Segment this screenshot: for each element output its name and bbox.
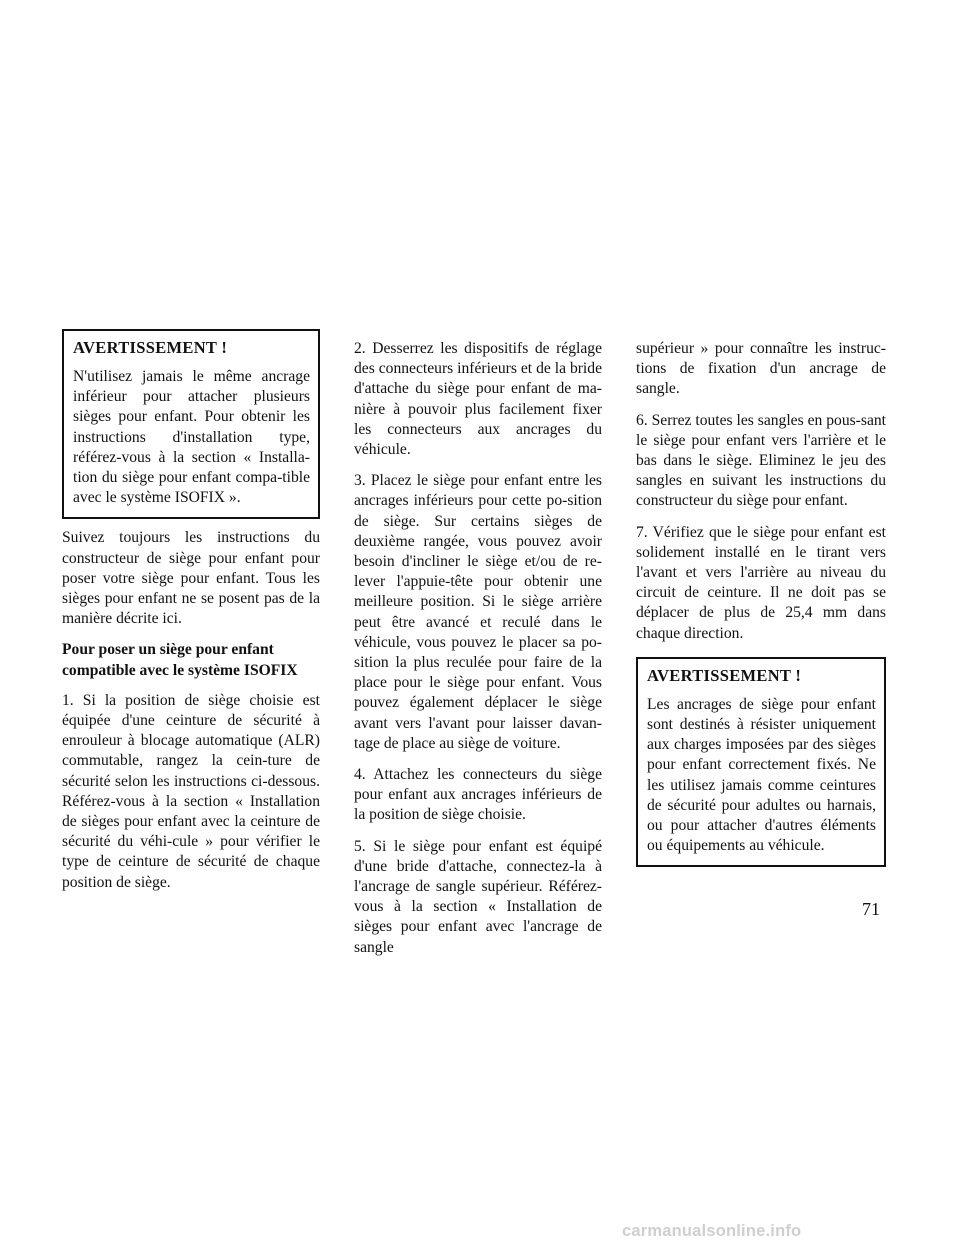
- warning-box-anchor-loads: [636, 657, 886, 868]
- column-left: [62, 329, 320, 904]
- warning-title: AVERTISSEMENT !: [647, 665, 802, 685]
- step-1: 1. Si la position de siège choisie est équipée d'une ceinture de sécurité à enrouleur à blocage automatique (ALR) commutable, rangez la cein-ture de sécurité selon les instructions ci-dessous. Référez-vous à la section « Installation de sièges pour enfant avec la ceinture de sécurité du véhi-cule » pour vérifier le type de ceinture de sécurité de chaque position de siège.: [62, 691, 320, 891]
- warning-text: N'utilisez jamais le même ancrage inférieur pour attacher plusieurs sièges pour enfant. Pour obtenir les instructions d'installation type, référez-vous à la section « Installa-tion du siège pour enfant compa-tible avec le système ISOFIX ».: [73, 368, 310, 507]
- page-number: 71: [862, 899, 880, 919]
- column-middle: [354, 339, 602, 969]
- step-5: 5. Si le siège pour enfant est équipé d'une bride d'attache, connectez-la à l'ancrage de sangle supérieur. Référez-vous à la section « Installation de sièges pour enfant avec l'ancrage de sangle: [354, 837, 602, 956]
- watermark: carmanualsonline.info: [622, 1222, 802, 1240]
- step-4: 4. Attachez les connecteurs du siège pour enfant aux ancrages inférieurs de la position de siège choisie.: [354, 766, 602, 824]
- step-2: 2. Desserrez les dispositifs de réglage des connecteurs inférieurs et de la bride d'attache du siège pour enfant de ma-nière à pouvoir plus facilement fixer les connecteurs aux ancrages du véhicule.: [354, 340, 602, 459]
- warning-title: AVERTISSEMENT !: [73, 338, 228, 357]
- column-right: [636, 339, 886, 867]
- step-5-continued: supérieur » pour connaître les instruc-tions de fixation d'un ancrage de sangle.: [636, 340, 886, 398]
- warning-box-anchorage: [62, 329, 320, 519]
- section-heading: Pour poser un siège pour enfant compatible avec le système ISOFIX: [62, 641, 298, 679]
- step-3: 3. Placez le siège pour enfant entre les ancrages inférieurs pour cette po-sition de siège. Sur certains sièges de deuxième rangée, vous pouvez avoir besoin d'incliner le siège et/ou de re-lever l'appuie-tête pour obtenir une meilleure position. Si le siège arrière peut être avancé et reculé dans le véhicule, vous pouvez le placer sa po-sition la plus reculée pour faire de la place pour le siège pour enfant. Vous pouvez également déplacer le siège avant vers l'avant pour laisser davan-tage de place au siège de voiture.: [354, 472, 602, 752]
- warning-text: Les ancrages de siège pour enfant sont destinés à résister uniquement aux charges imposées par des sièges pour enfant correctement fixés. Ne les utilisez jamais comme ceintures de sécurité pour adultes ou harnais, ou pour attacher d'autres éléments ou équipements au véhicule.: [647, 695, 876, 855]
- step-6: 6. Serrez toutes les sangles en pous-sant le siège pour enfant vers l'arrière et le bas dans le siège. Eliminez le jeu des sangles en suivant les instructions du constructeur du siège pour enfant.: [636, 411, 886, 510]
- paragraph-instructions: Suivez toujours les instructions du constructeur de siège pour enfant pour poser votre siège pour enfant. Tous les sièges pour enfant ne se posent pas de la manière décrite ici.: [62, 529, 320, 628]
- step-7: 7. Vérifiez que le siège pour enfant est solidement installé en le tirant vers l'avant et vers l'arrière au niveau du circuit de ceinture. Il ne doit pas se déplacer de plus de 25,4 mm dans chaque direction.: [636, 523, 886, 642]
